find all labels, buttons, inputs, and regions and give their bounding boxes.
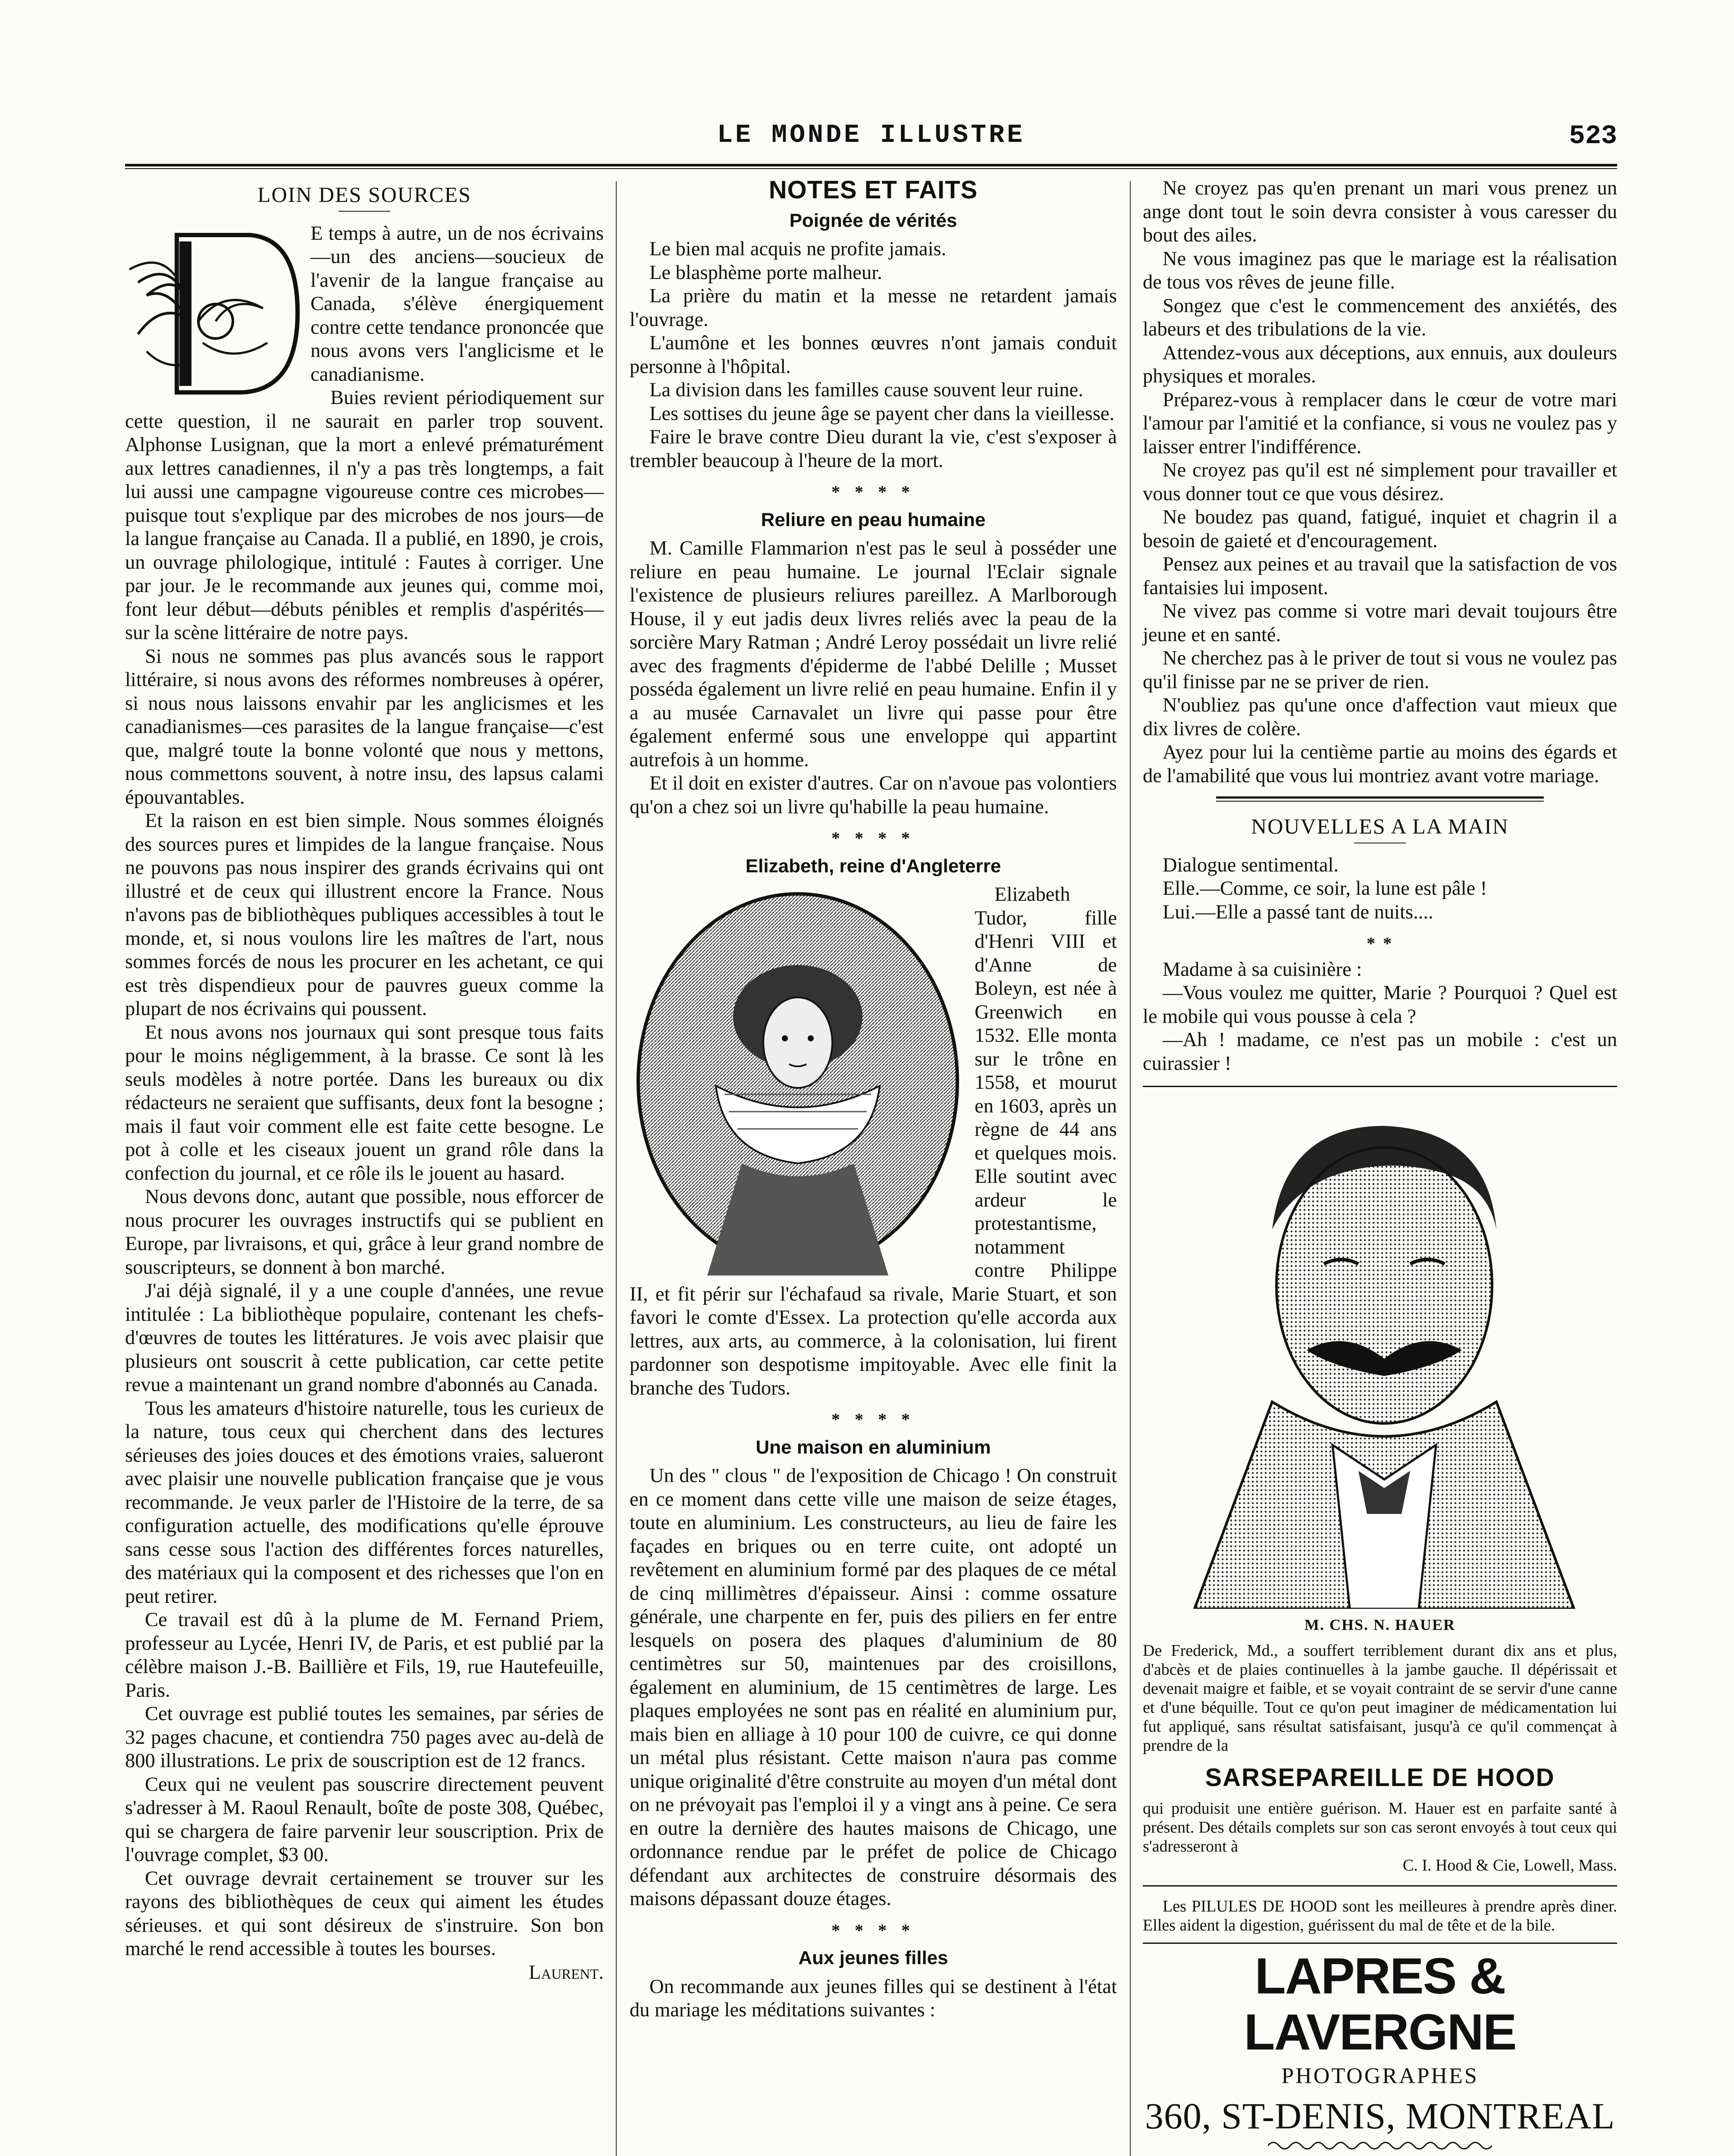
paragraph: Buies revient périodiquement sur cette question, il ne saurait en parler trop souvent. Alphonse Lusignan, que la mort a enlevé prématurément aux lettres canadiennes, il n'y a pas très longtemps, a fait lui aussi une campagne vigoureuse contre ces microbes—puisque tout s'explique par des microbes de nos jours—de la langue française au Canada. Il a publié, en 1890, je crois, un ouvrage philologique, intitulé : Fautes à corriger. Une par jour. Je le recommande aux jeunes qui, comme moi, font leur début—débuts pénibles et remplis d'aspérités—sur la scène littéraire de notre pays. <box>125 387 604 644</box>
conseil-item: Ne boudez pas quand, fatigué, inquiet et chagrin il a besoin de gaieté et d'encouragement. <box>1143 506 1617 552</box>
dialogue-line: Elle.—Comme, ce soir, la lune est pâle ! <box>1163 877 1487 899</box>
verite-item: Les sottises du jeune âge se payent cher dans la vieillesse. <box>649 402 1115 425</box>
conseil-item: Ne cherchez pas à le priver de tout si vous ne voulez pas qu'il finisse par ne se priver de rien. <box>1143 647 1617 693</box>
section-heading: NOTES ET FAITS <box>768 176 978 204</box>
paragraph: Tous les amateurs d'histoire naturelle, tous les curieux de la nature, tous ceux qui cherchent dans des lectures sérieuses des joies douces et des émotions vraies, salueront avec plaisir une nouvelle publication française que je vous recommande. Je veux parler de l'Histoire de la terre, de sa configuration actuelle, des modifications qu'elle éprouve sans cesse sous l'action des différentes forces naturelles, des matériaux qui la composent et des richesses que l'on en peut retirer. <box>125 1397 604 1608</box>
subheading-verites: Poignée de vérités <box>789 210 957 231</box>
paragraph: Ce travail est dû à la plume de M. Fernand Priem, professeur au Lycée, Henri IV, de Paris, et est publié par la célèbre maison J.-B. Baillière et Fils, 19, rue Hautefeuille, Paris. <box>125 1609 604 1702</box>
author-signature: Laurent. <box>529 1961 604 1984</box>
section-separator: * * * * <box>831 828 915 848</box>
paragraph: Et il doit en exister d'autres. Car on n'avoue pas volontiers qu'on a chez soi un livre qu'habille la peau humaine. <box>630 772 1117 818</box>
column-notes-et-faits <box>630 177 1117 2022</box>
brand-subtitle: PHOTOGRAPHES <box>1281 2064 1479 2088</box>
verite-item: La prière du matin et la messe ne retardent jamais l'ouvrage. <box>630 285 1117 331</box>
ad-rule <box>1143 1086 1617 1087</box>
dialogue-line: Lui.—Elle a passé tant de nuits.... <box>1163 901 1433 923</box>
verite-item: La division dans les familles cause souvent leur ruine. <box>649 379 1083 401</box>
columns <box>125 177 1617 2156</box>
ad-pilules: Les PILULES DE HOOD sont les meilleures à prendre après diner. Elles aident la digestion, guérissent du mal de tête et de la bile. <box>1143 1897 1617 1934</box>
paragraph: On recommande aux jeunes filles qui se destinent à l'état du mariage les méditations suivantes : <box>630 1975 1117 2021</box>
paragraph: Nous devons donc, autant que possible, nous efforcer de nous procurer les ouvrages instructifs qui se publient en Europe, par livraisons, et qui, grâce à leur grand nombre de souscripteurs, se donnent à bon marché. <box>125 1186 604 1279</box>
paragraph: E temps à autre, un de nos écrivains—un des anciens—soucieux de l'avenir de la langue française au Canada, s'élève énergiquement contre cette tendance prononcée que nous avons vers l'anglicisme et le canadianisme. <box>310 222 604 385</box>
subheading-maison: Une maison en aluminium <box>756 1436 991 1458</box>
dialogue-line: Dialogue sentimental. <box>1163 854 1339 876</box>
section-separator: * * * * <box>831 1920 915 1940</box>
page-header <box>125 116 1617 164</box>
ad-rule <box>1143 1943 1617 1944</box>
portrait-caption: M. CHS. N. HAUER <box>1304 1616 1455 1633</box>
paragraph: Ceux qui ne veulent pas souscrire directement peuvent s'adresser à M. Raoul Renault, boîte de poste 308, Québec, qui se chargera de faire parvenir leur souscription. Prix de l'ouvrage complet, $3 00. <box>125 1773 604 1866</box>
section-separator: * * * * <box>831 1410 915 1429</box>
newspaper-title: LE MONDE ILLUSTRE <box>717 121 1025 150</box>
subheading-jeunes-filles: Aux jeunes filles <box>798 1947 948 1968</box>
dialogue-line: —Vous voulez me quitter, Marie ? Pourquoi ? Quel est le mobile qui vous pousse à cela ? <box>1143 982 1617 1028</box>
heading-rule <box>339 211 390 212</box>
paragraph: Cet ouvrage est publié toutes les semaines, par séries de 32 pages chacune, et contiendra 750 pages avec au-delà de 800 illustrations. Le prix de souscription est de 12 francs. <box>125 1703 604 1772</box>
newspaper-page <box>125 116 1617 2137</box>
conseil-item: Ayez pour lui la centième partie au moins des égards et de l'amabilité que vous lui montriez avant votre mariage. <box>1143 741 1617 787</box>
ad-text: De Frederick, Md., a souffert terriblement durant dix ans et plus, d'abcès et de plaies continuelles à la jambe gauche. Il dépérissait et devenait maigre et faible, et se voyait contraint de se servir d'une canne et d'une béquille. Tout ce qu'on peut imaginer de médicamentation lui fut appliqué, sans résultat satisfaisant, jusqu'à ce qu'il commençat à prendre de la <box>1143 1641 1617 1755</box>
conseil-item: Ne vous imaginez pas que le mariage est la réalisation de tous vos rêves de jeune fille. <box>1143 248 1617 293</box>
asterism: * * <box>1367 934 1393 953</box>
column-divider <box>616 181 617 2156</box>
paragraph: Et la raison en est bien simple. Nous sommes éloignés des sources pures et limpides de la langue française. Nous ne pouvons pas nous inspirer des grands écrivains qui ont illustré et de ceux qui illustrent encore la France. Nous n'avons pas de bibliothèques publiques accessibles à tout le monde, et, si nous voulons lire les maîtres de l'art, nous sommes forcés de nous les procurer en les achetant, ce qui est très dispendieux pour de pauvres gueux comme la plupart de nos écrivains qui poussent. <box>125 810 604 1020</box>
conseil-item: Ne croyez pas qu'en prenant un mari vous prenez un ange dont tout le soin devra consister à vous caresser du bout des ailes. <box>1143 177 1617 246</box>
paragraph: Un des " clous " de l'exposition de Chicago ! On construit en ce moment dans cette ville une maison de seize étages, toute en aluminium. Les constructeurs, au lieu de faire les façades en briques ou en terre cuite, ont adopté un revêtement en aluminium formé par des plaques de ce métal de cinq millimètres d'épaisseur. Ainsi : comme ossature générale, une charpente en fer, puis des piliers en fer entre lesquels on posera des plaques d'aluminium de 80 centimètres sur 50, maintenues par des croisillons, également en aluminium, de 15 centimètres de large. Les plaques employées ne sont pas en réalité en aluminium pur, mais bien en alliage à 10 pour 100 de cuivre, ce qui donne un métal plus résistant. Cette maison n'aura pas comme unique originalité d'être construite au moyen d'un métal dont on ne prévoyait pas l'emploi il y a vingt ans à peine. Ce sera en outre la dernière des hautes maisons de Chicago, une ordonnance rendue par le préfet de police de Chicago défendant aux architectes de construire désormais des maisons dépassant douze étages. <box>630 1465 1117 1910</box>
subheading-reliure: Reliure en peau humaine <box>761 509 986 530</box>
dialogue-line: —Ah ! madame, ce n'est pas un mobile : c'est un cuirassier ! <box>1143 1029 1617 1075</box>
dialogue-line: Madame à sa cuisinière : <box>1163 958 1362 981</box>
ad-product-title: SARSEPAREILLE DE HOOD <box>1205 1763 1555 1792</box>
elizabeth-portrait-image <box>630 887 966 1275</box>
article-heading: LOIN DES SOURCES <box>257 182 471 207</box>
ad-text: qui produisit une entière guérison. M. Hauer est en parfaite santé à présent. Des détails complets sur son cas seront envoyés à tout ceux qui s'adresseront à <box>1143 1799 1617 1855</box>
column-divider <box>1130 181 1131 2156</box>
paragraph: Si nous ne sommes pas plus avancés sous le rapport littéraire, si nous avons des réformes nombreuses à opérer, si nous nous laissons envahir par les anglicismes et les canadianismes—ces parasites de la langue française—c'est que, malgré toute la bonne volonté que nous y mettons, nous commettons souvent, à notre insu, des lapsus calami épouvantables. <box>125 645 604 808</box>
column-loin-des-sources <box>125 177 604 1984</box>
brand-name: LAPRES & LAVERGNE <box>1244 1948 1516 2061</box>
ornamental-initial-d-icon <box>121 222 306 403</box>
paragraph: M. Camille Flammarion n'est pas le seul à posséder une reliure en peau humaine. Le journal l'Eclair signale l'existence de plusieurs reliures pareillez. A Marlborough House, il y eut jadis deux livres reliés avec la peau de la sorcière Mary Ratman ; André Leroy possédait un livre relié avec des fragments d'épiderme de l'abbé Delille ; Musset posséda également un livre relié en peau humaine. Enfin il y a au musée Carnavalet un livre qui passe pour être également enfermé sous une enveloppe qui appartint autrefois à un homme. <box>630 537 1117 771</box>
paragraph: Elizabeth Tudor, fille d'Henri VIII et d'Anne de Boleyn, est née à Greenwich en 1532. Elle monta sur le trône en 1558, et mourut en 1603, après un règne de 44 ans et quelques mois. Elle soutint avec ardeur le protestantisme, notamment contre Philippe II, et fit périr sur l'échafaud sa rivale, Marie Stuart, et son favori le comte d'Essex. La protection qu'elle accorda aux lettres, aux arts, au commerce, à la colonisation, lui firent pardonner son despotisme impitoyable. Avec elle finit la branche des Tudors. <box>630 884 1117 1399</box>
verite-item: L'aumône et les bonnes œuvres n'ont jamais conduit personne à l'hôpital. <box>630 332 1117 378</box>
wavy-rule-icon <box>1268 2139 1492 2152</box>
conseil-item: Ne vivez pas comme si votre mari devait toujours être jeune et en santé. <box>1143 600 1617 646</box>
conseil-item: Songez que c'est le commencement des anxiétés, des labeurs et des tribulations de la vie. <box>1143 295 1617 340</box>
verite-item: Le blasphème porte malheur. <box>649 261 882 284</box>
conseil-item: Pensez aux peines et au travail que la satisfaction de vos fantaisies lui imposent. <box>1143 553 1617 599</box>
brand-address: 360, ST-DENIS, MONTREAL <box>1145 2095 1615 2137</box>
conseil-item: N'oubliez pas qu'une once d'affection vaut mieux que dix livres de colère. <box>1143 694 1617 740</box>
conseil-item: Préparez-vous à remplacer dans le cœur de votre mari l'amour par l'amitié et la confiance, si vous ne voulez pas y laisser entrer l'indifférence. <box>1143 389 1617 458</box>
verite-item: Le bien mal acquis ne profite jamais. <box>649 238 947 260</box>
conseil-item: Attendez-vous aux déceptions, aux ennuis, aux douleurs physiques et morales. <box>1143 342 1617 387</box>
paragraph: Cet ouvrage devrait certainement se trouver sur les rayons des bibliothèques de ceux qui aiment les études sérieuses. et qui sont désireux de s'instruire. Son bon marché le rend accessible à toutes les bourses. <box>125 1867 604 1960</box>
ad-company: C. I. Hood & Cie, Lowell, Mass. <box>1402 1856 1617 1874</box>
verite-item: Faire le brave contre Dieu durant la vie, c'est s'exposer à trembler beaucoup à l'heure de la mort. <box>630 426 1117 472</box>
header-rule <box>125 164 1617 169</box>
hauer-portrait-image <box>1143 1100 1617 1609</box>
conseil-item: Ne croyez pas qu'il est né simplement pour travailler et vous donner tout ce que vous désirez. <box>1143 459 1617 505</box>
paragraph: J'ai déjà signalé, il y a une couple d'années, une revue intitulée : La bibliothèque populaire, contenant les chefs-d'œuvres de toutes les littératures. Je vois avec plaisir que plusieurs ont souscrit à cette publication, car cette petite revue a maintenant un grand nombre d'abonnés au Canada. <box>125 1280 604 1396</box>
column-right <box>1143 177 1617 2156</box>
paragraph: Et nous avons nos journaux qui sont presque tous faits pour le moins négligemment, à la brasse. Ce sont là les seuls modèles à notre portée. Dans les bureaux ou dix rédacteurs ne seraient que suffisants, deux font la besogne ; mais il faut voir comment elle est faite cette besogne. Le pot à colle et les ciseaux jouent un grand rôle dans la confection du journal, et ce rôle ils le jouent au hasard. <box>125 1021 604 1185</box>
subheading-elizabeth: Elizabeth, reine d'Angleterre <box>745 855 1001 877</box>
page-number: 523 <box>1569 121 1617 151</box>
nouvelles-heading: NOUVELLES A LA MAIN <box>1251 814 1509 838</box>
ad-rule <box>1143 1885 1617 1887</box>
section-rule <box>1216 796 1544 802</box>
section-separator: * * * * <box>831 482 915 501</box>
